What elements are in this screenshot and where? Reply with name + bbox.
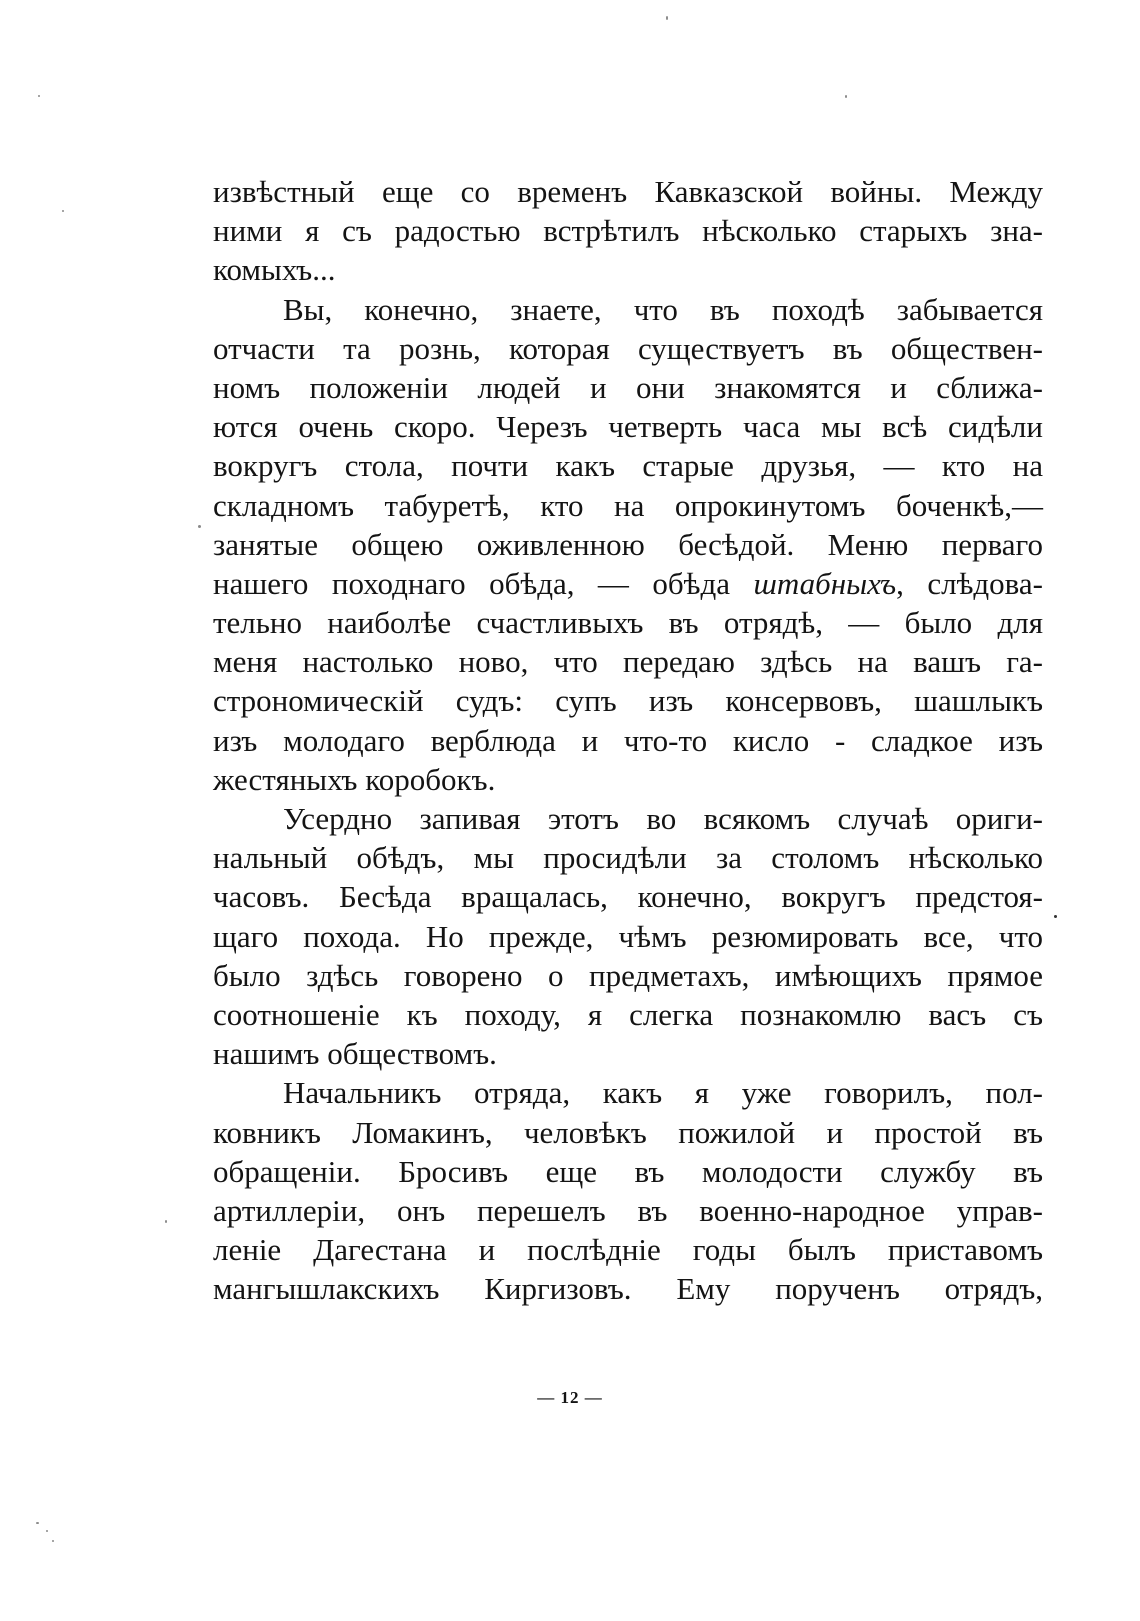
text-line: нальный обѣдъ, мы просидѣли за столомъ нѣсколько	[213, 840, 1043, 876]
text-line: меня настолько ново, что передаю здѣсь на вашъ га-	[213, 644, 1043, 680]
text-line: складномъ табуретѣ, кто на опрокинутомъ боченкѣ,—	[213, 487, 1043, 523]
text-line: Вы, конечно, знаете, что въ походѣ забывается	[283, 291, 1043, 327]
scan-speck	[38, 95, 40, 97]
text-line: занятые общею оживленною бесѣдой. Меню перваго	[213, 526, 1043, 562]
scan-speck	[666, 16, 668, 20]
text-line: вокругъ стола, почти какъ старые друзья, — кто на	[213, 448, 1043, 484]
text-line: ковникъ Ломакинъ, человѣкъ пожилой и простой въ	[213, 1114, 1043, 1150]
text-line: мангышлакскихъ Киргизовъ. Ему порученъ отрядъ,	[213, 1271, 1043, 1307]
text-line: Начальникъ отряда, какъ я уже говорилъ, пол-	[283, 1075, 1043, 1111]
text-line: было здѣсь говорено о предметахъ, имѣющихъ прямое	[213, 957, 1043, 993]
text-line: комыхъ...	[213, 252, 336, 288]
text-line: обращеніи. Бросивъ еще въ молодости службу въ	[213, 1153, 1043, 1189]
text-line: леніе Дагестана и послѣдніе годы былъ приставомъ	[213, 1232, 1043, 1268]
scan-speck	[36, 1522, 39, 1524]
scan-speck	[845, 95, 847, 98]
text-line: извѣстный еще со временъ Кавказской войны. Между	[213, 174, 1043, 209]
page-body	[213, 172, 1043, 1308]
text-line: ними я съ радостью встрѣтилъ нѣсколько старыхъ зна-	[213, 213, 1043, 249]
text-line: строномическій судъ: супъ изъ консервовъ, шашлыкъ	[213, 683, 1043, 719]
scan-speck	[1054, 915, 1057, 918]
text-line: тельно наиболѣе счастливыхъ въ отрядѣ, — было для	[213, 605, 1043, 641]
text-line: часовъ. Бесѣда вращалась, конечно, вокругъ предстоя-	[213, 879, 1043, 915]
emphasized-word: штабныхъ	[753, 565, 897, 601]
text-line: щаго похода. Но прежде, чѣмъ резюмировать все, что	[213, 918, 1043, 954]
scan-speck	[52, 1540, 54, 1542]
text-line: артиллеріи, онъ перешелъ въ военно-народное управ-	[213, 1192, 1043, 1228]
text-line: отчасти та рознь, которая существуетъ въ обществен-	[213, 330, 1043, 366]
scan-speck	[46, 1530, 48, 1532]
text-line: соотношеніе къ походу, я слегка познакомлю васъ съ	[213, 996, 1043, 1032]
text-line: жестяныхъ коробокъ.	[213, 761, 496, 797]
scan-speck	[62, 210, 64, 212]
text-line: Усердно запивая этотъ во всякомъ случаѣ ориги-	[283, 801, 1043, 836]
text-line: ются очень скоро. Черезъ четверть часа мы всѣ сидѣли	[213, 409, 1043, 445]
text-line: нашего походнаго обѣда, — обѣда штабныхъ, слѣдова-	[213, 565, 1043, 601]
text-line: нашимъ обществомъ.	[213, 1036, 497, 1072]
text-line: номъ положеніи людей и они знакомятся и сближа-	[213, 369, 1043, 405]
scan-speck	[165, 1220, 167, 1223]
text-line: изъ молодаго верблюда и что-то кисло - сладкое изъ	[213, 722, 1043, 758]
page-number: — 12 —	[537, 1388, 603, 1407]
scan-speck	[198, 525, 201, 528]
